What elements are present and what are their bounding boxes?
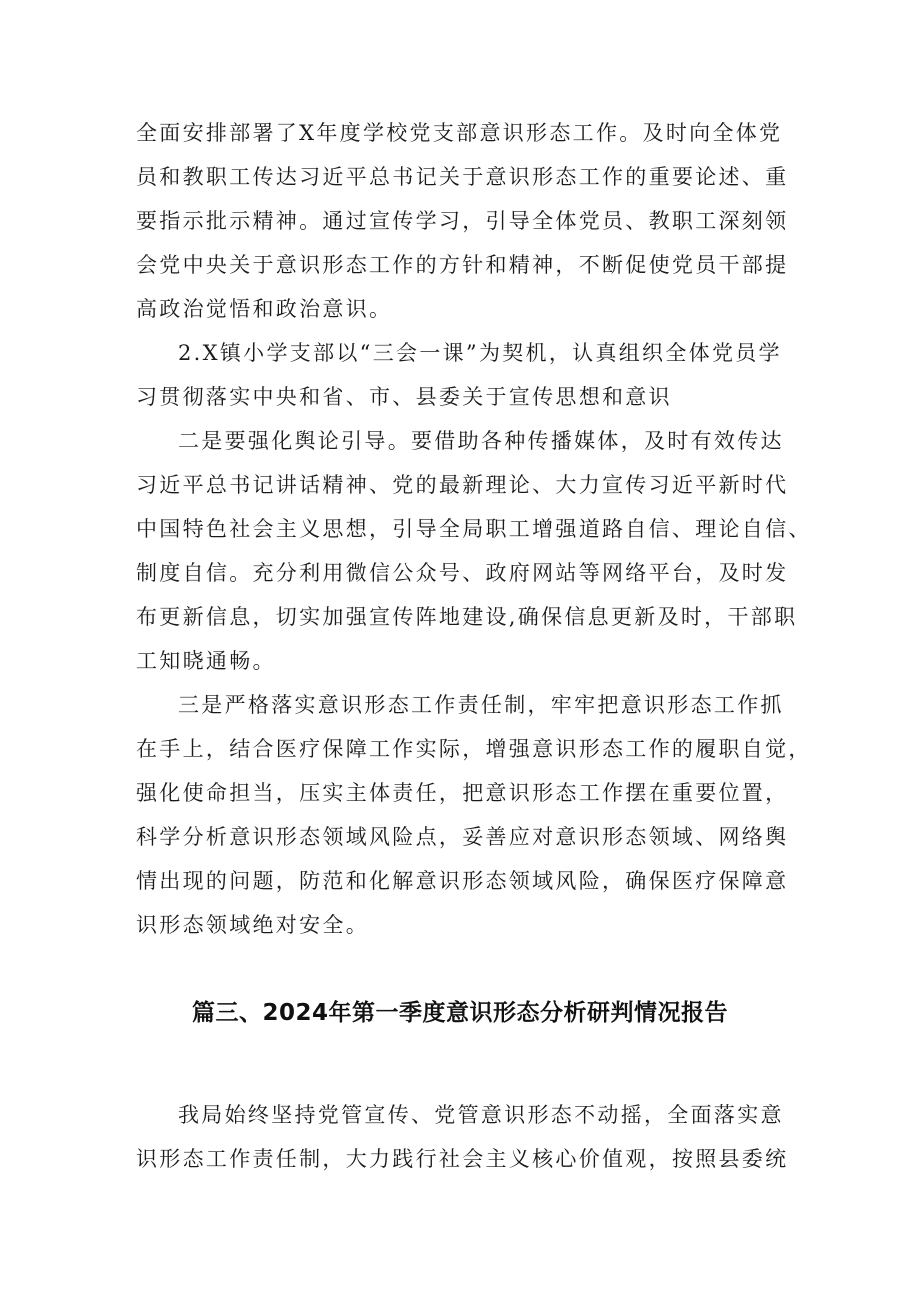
paragraph-1-line-4: 会党中央关于意识形态工作的方针和精神，不断促使党员干部提 <box>136 253 789 277</box>
paragraph-3-line-6: 工知晓通畅。 <box>136 649 276 673</box>
paragraph-1-line-2: 员和教职工传达习近平总书记关于意识形态工作的重要论述、重 <box>136 165 789 189</box>
paragraph-4-line-4: 科学分析意识形态领域风险点，妥善应对意识形态领域、网络舆 <box>136 825 789 849</box>
paragraph-3-line-3: 中国特色社会主义思想，引导全局职工增强道路自信、理论自信、 <box>136 517 812 541</box>
paragraph-4-line-3: 强化使命担当，压实主体责任，把意识形态工作摆在重要位置， <box>136 781 789 805</box>
paragraph-2-line-2: 习贯彻落实中央和省、市、县委关于宣传思想和意识 <box>136 385 672 409</box>
paragraph-3-line-4: 制度自信。充分利用微信公众号、政府网站等网络平台，及时发 <box>136 561 789 585</box>
paragraph-4-line-5: 情出现的问题，防范和化解意识形态领域风险，确保医疗保障意 <box>136 869 789 893</box>
paragraph-4-line-2: 在手上，结合医疗保障工作实际，增强意识形态工作的履职自觉， <box>136 737 812 761</box>
paragraph-2-line-1: 2.X镇小学支部以“三会一课”为契机，认真组织全体党员学 <box>178 341 782 365</box>
section-heading: 篇三、2024年第一季度意识形态分析研判情况报告 <box>191 1000 728 1026</box>
paragraph-1-line-1: 全面安排部署了X年度学校党支部意识形态工作。及时向全体党 <box>136 121 783 145</box>
closing-paragraph-line-2: 识形态工作责任制，大力践行社会主义核心价值观，按照县委统 <box>136 1147 789 1171</box>
closing-paragraph-line-1: 我局始终坚持党管宣传、党管意识形态不动摇，全面落实意 <box>178 1103 784 1127</box>
paragraph-3-line-2: 习近平总书记讲话精神、党的最新理论、大力宣传习近平新时代 <box>136 473 789 497</box>
paragraph-4-line-6: 识形态领域绝对安全。 <box>136 913 369 937</box>
paragraph-4-line-1: 三是严格落实意识形态工作责任制，牢牢把意识形态工作抓 <box>178 693 784 717</box>
paragraph-1-line-5: 高政治觉悟和政治意识。 <box>136 297 393 321</box>
paragraph-1-line-3: 要指示批示精神。通过宣传学习，引导全体党员、教职工深刻领 <box>136 209 789 233</box>
paragraph-3-line-1: 二是要强化舆论引导。要借助各种传播媒体，及时有效传达 <box>178 429 784 453</box>
paragraph-3-line-5: 布更新信息，切实加强宣传阵地建设,确保信息更新及时，干部职 <box>136 605 798 629</box>
